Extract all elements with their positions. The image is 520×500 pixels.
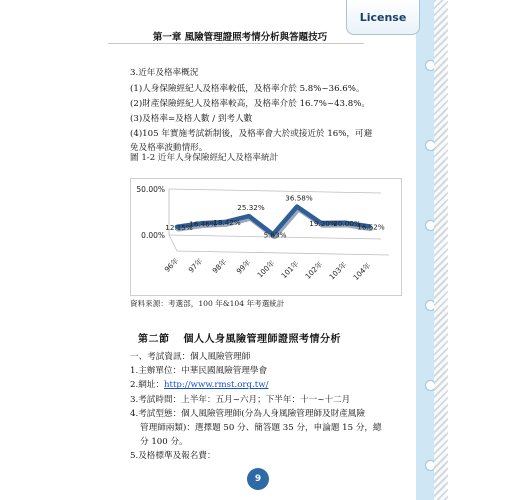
- binder-spiral: [434, 0, 448, 500]
- intro-line: (4)105 年實施考試新制後，及格率會大於或接近於 16%，可避: [130, 129, 373, 139]
- section-title: 個人人身風險管理師證照考情分析: [183, 334, 341, 345]
- section-heading: [138, 330, 341, 345]
- figure-caption: 圖 1-2 近年人身保險經紀人及格率統計: [130, 153, 279, 163]
- chart-floor-edge: [169, 235, 177, 251]
- website-link[interactable]: http://www.rmst.org.tw/: [163, 380, 269, 391]
- x-tick-label: 103年: [327, 260, 349, 282]
- chapter-title: 第一章 風險管理證照考情分析與答題技巧: [152, 32, 328, 43]
- data-point: [296, 205, 299, 208]
- data-label: 19.20%: [309, 219, 337, 229]
- data-label: 25.32%: [237, 203, 265, 213]
- exam-info: [130, 350, 410, 464]
- data-label: 18.42%: [213, 217, 241, 227]
- data-label: 5.83%: [263, 230, 287, 240]
- y-tick-label: 50.00%: [136, 185, 165, 194]
- info-item: 4.考試型態：個人風險管理師(分為人身風險管理師及財產風險: [130, 408, 365, 419]
- intro-line: 免及格率波動情形。: [130, 143, 208, 153]
- info-item: 管理師兩類)：選擇題 50 分、簡答題 35 分，申論題 15 分，總: [140, 423, 382, 434]
- intro-line: (3)及格率=及格人數 / 到考人數: [130, 114, 253, 124]
- data-label: 16.52%: [357, 222, 385, 232]
- info-item: 1.主辦單位：中華民國風險管理學會: [130, 366, 268, 377]
- x-tick-label: 96年: [162, 256, 181, 274]
- x-tick-label: 102年: [303, 259, 325, 281]
- section-number: 第二節: [138, 334, 170, 345]
- x-tick-label: 97年: [186, 256, 205, 275]
- chart-floor-front: [177, 251, 389, 255]
- data-label: 12.15%: [165, 222, 193, 232]
- info-item: [130, 378, 410, 392]
- intro-heading: 3.近年及格率概況: [130, 68, 199, 78]
- chart-gridline-top: [169, 189, 381, 193]
- info-heading: 一、考試資訊：個人風險管理師: [130, 352, 251, 362]
- data-point: [248, 215, 251, 218]
- data-label: 16.46%: [189, 219, 217, 229]
- x-tick-label: 98年: [210, 257, 229, 276]
- x-tick-label: 101年: [279, 259, 301, 281]
- info-item-label: 2.網址：: [130, 380, 164, 391]
- x-tick-label: 104年: [351, 260, 373, 283]
- figure-source: 資料來源：考選部，100 年&104 年考選統計: [130, 299, 285, 308]
- data-label: 36.58%: [285, 193, 313, 203]
- info-item: 5.及格標準及報名費：: [130, 451, 216, 462]
- intro-line: (1)人身保險經紀人及格率較低，及格率介於 5.8%~36.6%。: [130, 84, 365, 94]
- chart-svg: [131, 179, 401, 295]
- chapter-divider: [108, 43, 364, 44]
- pass-rate-chart: [130, 178, 402, 296]
- x-tick-label: 100年: [255, 258, 277, 280]
- license-badge: License: [346, 0, 420, 35]
- intro-line: (2)財產保險經紀人及格率較高，及格率介於 16.7%~43.8%。: [130, 99, 370, 109]
- info-item: 3.考試時間：上半年：五月~六月；下半年：十一~十二月: [130, 394, 351, 405]
- y-tick-label: 0.00%: [141, 231, 165, 240]
- page-number: 9: [247, 468, 269, 490]
- info-item: 分 100 分。: [140, 437, 188, 448]
- data-label: 20.00%: [333, 218, 361, 228]
- x-tick-label: 99年: [234, 257, 253, 276]
